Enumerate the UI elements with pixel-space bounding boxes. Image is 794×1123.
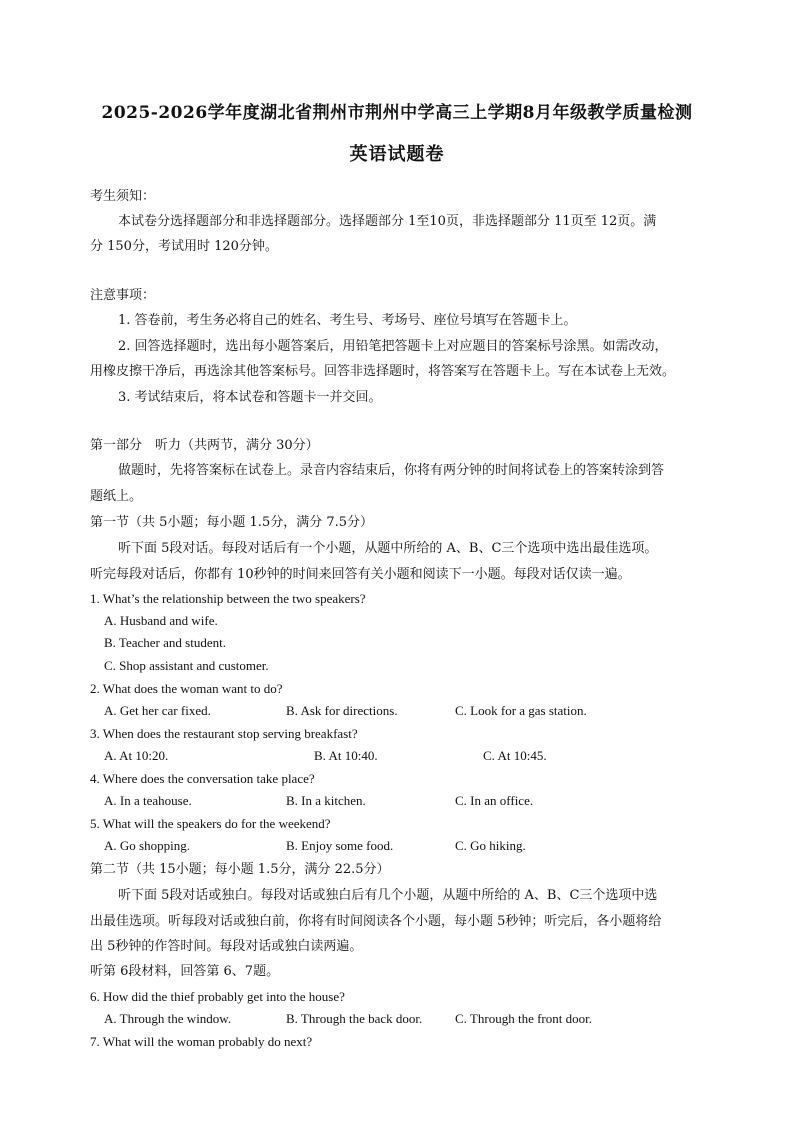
question-3-stem: 3. When does the restaurant stop serving breakfast? — [90, 726, 358, 741]
question-7-stem: 7. What will the woman probably do next? — [90, 1034, 313, 1049]
question-6-stem: 6. How did the thief probably get into the house? — [90, 989, 345, 1004]
question-5-option-b: B. Enjoy some food. — [286, 838, 394, 853]
part1-intro-1: 做题时，先将答案标在试卷上。录音内容结束后，你将有两分钟的时间将试卷上的答案转涂到答 — [118, 463, 665, 478]
question-1-option-b: B. Teacher and student. — [104, 635, 226, 650]
question-4-option-c: C. In an office. — [455, 793, 534, 808]
section2-intro-2: 出最佳选项。听每段对话或独白前，你将有时间阅读各个小题，每小题 5秒钟；听完后，各小题将给 — [90, 914, 662, 929]
section1-intro-1: 听下面 5段对话。每段对话后有一个小题，从题中所给的 A、B、C三个选项中选出最佳选项。 — [118, 541, 658, 556]
question-2-stem: 2. What does the woman want to do? — [90, 681, 283, 696]
attention-item-2b: 用橡皮擦干净后，再选涂其他答案标号。回答非选择题时，将答案写在答题卡上。写在本试卷上无效。 — [90, 364, 676, 379]
question-1-option-c: C. Shop assistant and customer. — [104, 658, 269, 673]
question-1-stem: 1. What’s the relationship between the two speakers? — [90, 591, 366, 606]
question-1-option-a: A. Husband and wife. — [104, 613, 218, 628]
question-5-option-c: C. Go hiking. — [455, 838, 526, 853]
section2-intro-1: 听下面 5段对话或独白。每段对话或独白后有几个小题，从题中所给的 A、B、C三个选项中选 — [118, 888, 658, 903]
question-4-stem: 4. Where does the conversation take place? — [90, 771, 315, 786]
section1-intro-2: 听完每段对话后，你都有 10秒钟的时间来回答有关小题和阅读下一小题。每段对话仅读一遍。 — [90, 567, 631, 582]
attention-item-1: 1. 答卷前，考生务必将自己的姓名、考生号、考场号、座位号填写在答题卡上。 — [118, 313, 577, 328]
section2-heading: 第二节（共 15小题；每小题 1.5分，满分 22.5分） — [90, 862, 390, 877]
material-6-instruction: 听第 6段材料，回答第 6、7题。 — [90, 964, 280, 979]
question-3-option-a: A. At 10:20. — [104, 748, 169, 763]
attention-heading: 注意事项： — [90, 288, 156, 303]
question-3-option-c: C. At 10:45. — [483, 748, 547, 763]
part1-heading: 第一部分 听力（共两节，满分 30分） — [90, 438, 319, 453]
question-6-option-a: A. Through the window. — [104, 1011, 232, 1026]
notice-line-2: 分 150分，考试用时 120分钟。 — [90, 239, 278, 254]
question-3-option-b: B. At 10:40. — [314, 748, 378, 763]
question-6-option-c: C. Through the front door. — [455, 1011, 592, 1026]
exam-subtitle: 英语试题卷 — [349, 144, 445, 165]
question-4-option-b: B. In a kitchen. — [286, 793, 366, 808]
question-2-option-b: B. Ask for directions. — [286, 703, 398, 718]
attention-item-2a: 2. 回答选择题时，选出每小题答案后，用铅笔把答题卡上对应题目的答案标号涂黑。如需改动， — [118, 339, 668, 354]
exam-title: 2025-2026学年度湖北省荆州市荆州中学高三上学期8月年级教学质量检测 — [101, 103, 693, 123]
notice-heading: 考生须知： — [90, 189, 156, 204]
question-2-option-a: A. Get her car fixed. — [104, 703, 211, 718]
section2-intro-3: 出 5秒钟的作答时间。每段对话或独白读两遍。 — [90, 939, 363, 954]
part1-intro-2: 题纸上。 — [90, 489, 143, 504]
attention-item-3: 3. 考试结束后，将本试卷和答题卡一并交回。 — [118, 390, 382, 405]
question-2-option-c: C. Look for a gas station. — [455, 703, 587, 718]
question-6-option-b: B. Through the back door. — [286, 1011, 423, 1026]
question-4-option-a: A. In a teahouse. — [104, 793, 192, 808]
section1-heading: 第一节（共 5小题；每小题 1.5分，满分 7.5分） — [90, 515, 374, 530]
notice-line-1: 本试卷分选择题部分和非选择题部分。选择题部分 1至10页，非选择题部分 11页至 12页。满 — [118, 214, 657, 229]
question-5-stem: 5. What will the speakers do for the weekend? — [90, 816, 331, 831]
question-5-option-a: A. Go shopping. — [104, 838, 190, 853]
